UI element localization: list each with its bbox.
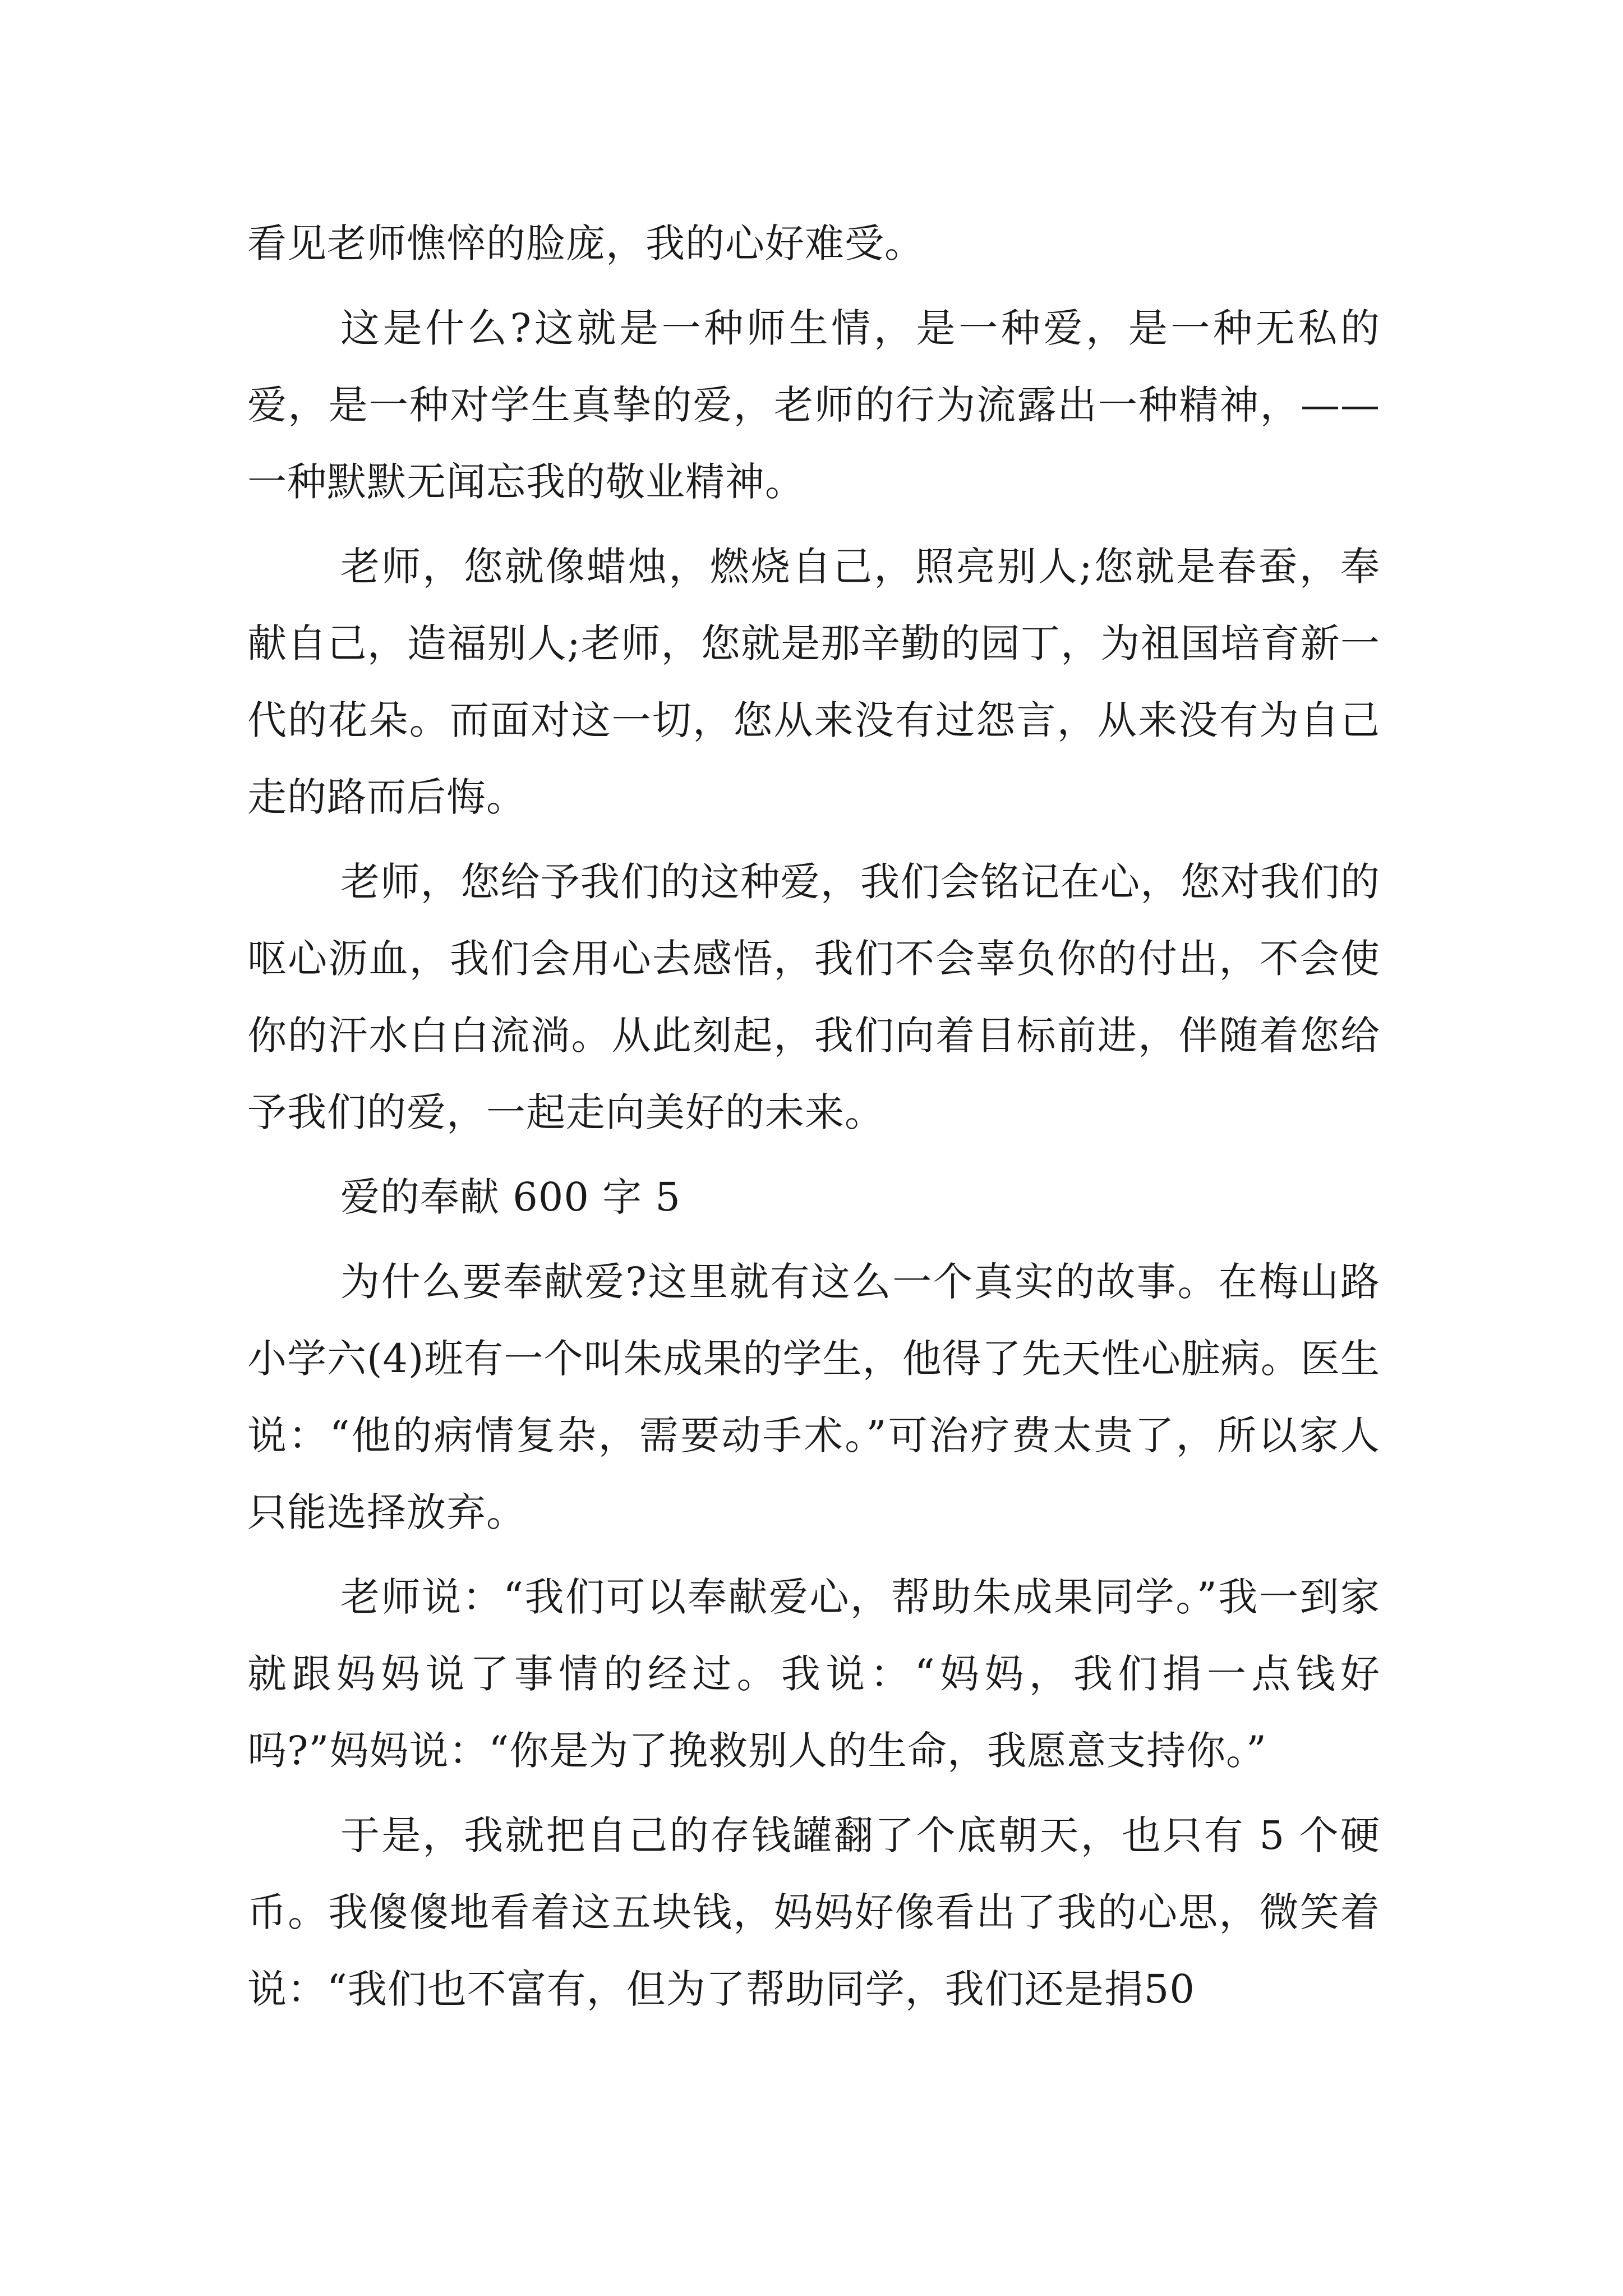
paragraph-7: 于是，我就把自己的存钱罐翻了个底朝天，也只有 5 个硬币。我傻傻地看着这五块钱，妈妈好像看出了我的心思，微笑着说：“我们也不富有，但为了帮助同学，我们还是捐50 [247, 1812, 1380, 2012]
paragraph-6: 老师说：“我们可以奉献爱心，帮助朱成果同学。”我一到家就跟妈妈说了事情的经过。我说：“妈妈，我们捐一点钱好吗?”妈妈说：“你是为了挽救别人的生命，我愿意支持你。” [247, 1574, 1380, 1774]
paragraph-4: 老师，您给予我们的这种爱，我们会铭记在心，您对我们的呕心沥血，我们会用心去感悟，我们不会辜负你的付出，不会使你的汗水白白流淌。从此刻起，我们向着目标前进，伴随着您给予我们的爱，一起走向美好的未来。 [247, 859, 1380, 1135]
paragraph-5: 为什么要奉献爱?这里就有这么一个真实的故事。在梅山路小学六(4)班有一个叫朱成果的学生，他得了先天性心脏病。医生说：“他的病情复杂，需要动手术。”可治疗费太贵了，所以家人只能选择放弃。 [247, 1259, 1380, 1535]
document-body [247, 205, 1380, 2036]
paragraph-3: 老师，您就像蜡烛，燃烧自己，照亮别人;您就是春蚕，奉献自己，造福别人;老师，您就是那辛勤的园丁，为祖国培育新一代的花朵。而面对这一切，您从来没有过怨言，从来没有为自己走的路而后悔。 [247, 544, 1380, 820]
paragraph-2: 这是什么?这就是一种师生情，是一种爱，是一种无私的爱，是一种对学生真挚的爱，老师的行为流露出一种精神，——一种默默无闻忘我的敬业精神。 [247, 305, 1380, 505]
paragraph-1: 看见老师憔悴的脸庞，我的心好难受。 [247, 220, 924, 266]
section-heading: 爱的奉献 600 字 5 [340, 1174, 681, 1220]
